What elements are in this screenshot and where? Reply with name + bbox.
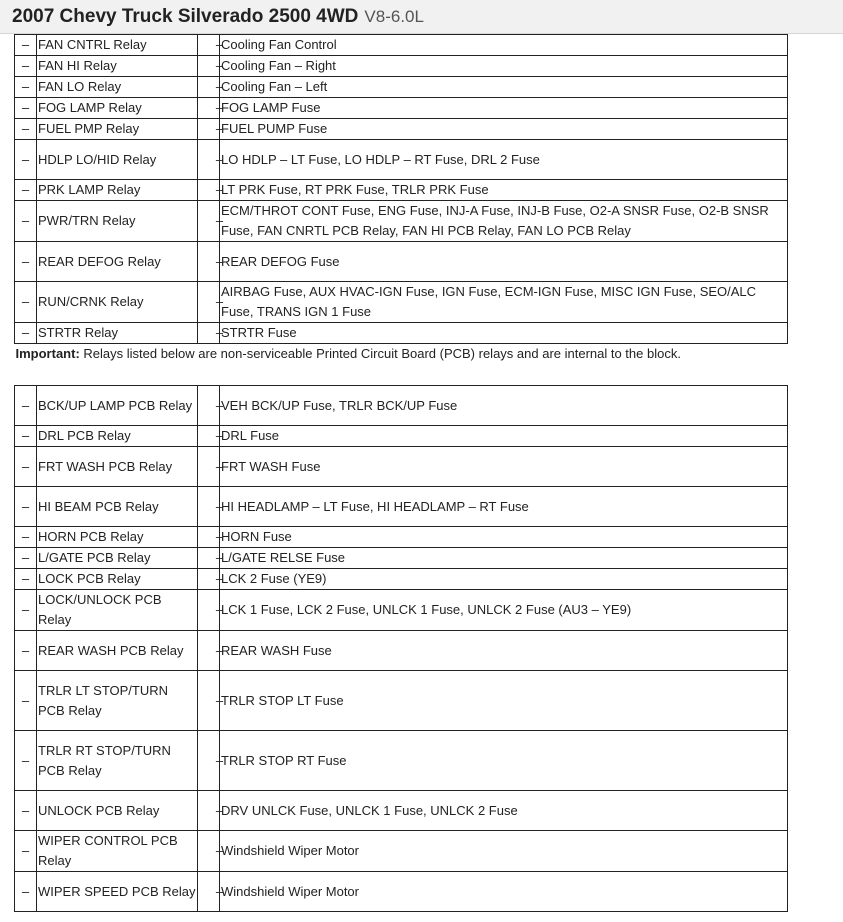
bullet-dash-cell: – xyxy=(15,731,37,791)
table-row xyxy=(15,386,788,426)
circuit-description-cell: HI HEADLAMP – LT Fuse, HI HEADLAMP – RT Fuse xyxy=(220,487,788,527)
table-row xyxy=(15,569,788,590)
relay-name-cell: WIPER CONTROL PCB Relay xyxy=(37,831,198,872)
circuit-description-cell: Windshield Wiper Motor xyxy=(220,831,788,872)
relay-name-cell: FUEL PMP Relay xyxy=(37,119,198,140)
circuit-description-cell: AIRBAG Fuse, AUX HVAC-IGN Fuse, IGN Fuse, ECM-IGN Fuse, MISC IGN Fuse, SEO/ALC Fuse, TRANS IGN 1 Fuse xyxy=(220,282,788,323)
bullet-dash-cell: – xyxy=(15,242,37,282)
relay-name-cell: WIPER SPEED PCB Relay xyxy=(37,872,198,912)
page-header xyxy=(0,0,843,34)
circuit-description-cell: STRTR Fuse xyxy=(220,323,788,344)
circuit-description-cell: DRV UNLCK Fuse, UNLCK 1 Fuse, UNLCK 2 Fuse xyxy=(220,791,788,831)
table-row xyxy=(15,631,788,671)
circuit-description-cell: FUEL PUMP Fuse xyxy=(220,119,788,140)
table-row xyxy=(15,242,788,282)
circuit-description-cell: TRLR STOP LT Fuse xyxy=(220,671,788,731)
relay-table-body xyxy=(15,35,788,912)
fuse-table-container xyxy=(14,34,784,912)
separator-dash: – xyxy=(215,58,224,73)
relay-name-cell: TRLR LT STOP/TURN PCB Relay xyxy=(37,671,198,731)
relay-name-cell: BCK/UP LAMP PCB Relay xyxy=(37,386,198,426)
separator-dash-cell xyxy=(198,590,224,631)
table-row xyxy=(15,56,788,77)
table-row xyxy=(15,731,788,791)
bullet-dash-cell: – xyxy=(15,323,37,344)
bullet-dash-cell: – xyxy=(15,140,37,180)
circuit-description-cell: Windshield Wiper Motor xyxy=(220,872,788,912)
circuit-description-cell: Cooling Fan – Left xyxy=(220,77,788,98)
relay-name-cell: FAN LO Relay xyxy=(37,77,198,98)
separator-dash: – xyxy=(215,121,224,136)
separator-dash: – xyxy=(215,529,224,544)
bullet-dash-cell: – xyxy=(15,872,37,912)
relay-name-cell: LOCK/UNLOCK PCB Relay xyxy=(37,590,198,631)
bullet-dash-cell: – xyxy=(15,201,37,242)
separator-dash-cell xyxy=(198,548,224,569)
table-row xyxy=(15,426,788,447)
bullet-dash-cell: – xyxy=(15,282,37,323)
separator-dash: – xyxy=(215,253,224,269)
relay-table xyxy=(14,34,788,912)
separator-dash-cell xyxy=(198,631,224,671)
bullet-dash-cell: – xyxy=(15,98,37,119)
separator-dash: – xyxy=(215,550,224,565)
relay-name-cell: REAR DEFOG Relay xyxy=(37,242,198,282)
separator-dash-cell xyxy=(198,527,224,548)
separator-dash: – xyxy=(215,428,224,443)
relay-name-cell: RUN/CRNK Relay xyxy=(37,282,198,323)
circuit-description-cell: LO HDLP – LT Fuse, LO HDLP – RT Fuse, DRL 2 Fuse xyxy=(220,140,788,180)
separator-dash: – xyxy=(215,294,224,309)
separator-dash-cell xyxy=(198,323,224,344)
circuit-description-cell: LCK 2 Fuse (YE9) xyxy=(220,569,788,590)
relay-name-cell: REAR WASH PCB Relay xyxy=(37,631,198,671)
separator-dash: – xyxy=(215,802,224,818)
vehicle-title: 2007 Chevy Truck Silverado 2500 4WD xyxy=(12,5,359,27)
circuit-description-cell: ECM/THROT CONT Fuse, ENG Fuse, INJ-A Fuse, INJ-B Fuse, O2-A SNSR Fuse, O2-B SNSR Fuse, FAN CNRTL PCB Relay, FAN HI PCB Relay, FAN LO PCB Relay xyxy=(220,201,788,242)
bullet-dash-cell: – xyxy=(15,35,37,56)
separator-dash-cell xyxy=(198,77,224,98)
relay-name-cell: L/GATE PCB Relay xyxy=(37,548,198,569)
separator-dash-cell xyxy=(198,447,224,487)
separator-dash-cell xyxy=(198,140,224,180)
relay-name-cell: PRK LAMP Relay xyxy=(37,180,198,201)
relay-name-cell: HI BEAM PCB Relay xyxy=(37,487,198,527)
relay-name-cell: STRTR Relay xyxy=(37,323,198,344)
bullet-dash-cell: – xyxy=(15,590,37,631)
relay-name-cell: TRLR RT STOP/TURN PCB Relay xyxy=(37,731,198,791)
separator-dash-cell xyxy=(198,386,224,426)
bullet-dash-cell: – xyxy=(15,548,37,569)
bullet-dash-cell: – xyxy=(15,631,37,671)
bullet-dash-cell: – xyxy=(15,527,37,548)
table-row xyxy=(15,282,788,323)
separator-dash-cell xyxy=(198,791,224,831)
separator-dash: – xyxy=(215,213,224,228)
separator-dash: – xyxy=(215,458,224,474)
separator-dash: – xyxy=(215,843,224,858)
table-row xyxy=(15,119,788,140)
important-note xyxy=(15,344,788,386)
relay-name-cell: DRL PCB Relay xyxy=(37,426,198,447)
bullet-dash-cell: – xyxy=(15,119,37,140)
table-row xyxy=(15,527,788,548)
separator-dash: – xyxy=(215,602,224,617)
table-row xyxy=(15,872,788,912)
circuit-description-cell: REAR DEFOG Fuse xyxy=(220,242,788,282)
bullet-dash-cell: – xyxy=(15,77,37,98)
bullet-dash-cell: – xyxy=(15,447,37,487)
separator-dash-cell xyxy=(198,98,224,119)
separator-dash-cell xyxy=(198,872,224,912)
circuit-description-cell: TRLR STOP RT Fuse xyxy=(220,731,788,791)
table-row xyxy=(15,77,788,98)
relay-name-cell: LOCK PCB Relay xyxy=(37,569,198,590)
circuit-description-cell: REAR WASH Fuse xyxy=(220,631,788,671)
separator-dash: – xyxy=(215,397,224,413)
separator-dash: – xyxy=(215,692,224,708)
separator-dash: – xyxy=(215,642,224,658)
separator-dash: – xyxy=(215,182,224,197)
separator-dash-cell xyxy=(198,731,224,791)
circuit-description-cell: LCK 1 Fuse, LCK 2 Fuse, UNLCK 1 Fuse, UNLCK 2 Fuse (AU3 – YE9) xyxy=(220,590,788,631)
relay-name-cell: UNLOCK PCB Relay xyxy=(37,791,198,831)
separator-dash-cell xyxy=(198,671,224,731)
separator-dash-cell xyxy=(198,831,224,872)
separator-dash-cell xyxy=(198,569,224,590)
separator-dash: – xyxy=(215,498,224,514)
table-row xyxy=(15,140,788,180)
bullet-dash-cell: – xyxy=(15,487,37,527)
separator-dash: – xyxy=(215,325,224,340)
circuit-description-cell: FOG LAMP Fuse xyxy=(220,98,788,119)
separator-dash: – xyxy=(215,571,224,586)
table-row xyxy=(15,180,788,201)
bullet-dash-cell: – xyxy=(15,791,37,831)
table-row xyxy=(15,35,788,56)
separator-dash-cell xyxy=(198,426,224,447)
table-row xyxy=(15,791,788,831)
relay-name-cell: FOG LAMP Relay xyxy=(37,98,198,119)
circuit-description-cell: VEH BCK/UP Fuse, TRLR BCK/UP Fuse xyxy=(220,386,788,426)
circuit-description-cell: DRL Fuse xyxy=(220,426,788,447)
table-row xyxy=(15,548,788,569)
bullet-dash-cell: – xyxy=(15,569,37,590)
table-row xyxy=(15,831,788,872)
separator-dash-cell xyxy=(198,56,224,77)
circuit-description-cell: LT PRK Fuse, RT PRK Fuse, TRLR PRK Fuse xyxy=(220,180,788,201)
separator-dash-cell xyxy=(198,282,224,323)
separator-dash: – xyxy=(215,151,224,167)
important-note-row xyxy=(15,344,788,386)
relay-name-cell: FRT WASH PCB Relay xyxy=(37,447,198,487)
separator-dash: – xyxy=(215,79,224,94)
bullet-dash-cell: – xyxy=(15,671,37,731)
relay-name-cell: HORN PCB Relay xyxy=(37,527,198,548)
important-label: Important: xyxy=(15,346,80,361)
relay-name-cell: FAN CNTRL Relay xyxy=(37,35,198,56)
circuit-description-cell: L/GATE RELSE Fuse xyxy=(220,548,788,569)
circuit-description-cell: Cooling Fan – Right xyxy=(220,56,788,77)
separator-dash: – xyxy=(215,752,224,768)
table-row xyxy=(15,447,788,487)
separator-dash: – xyxy=(215,37,224,52)
relay-name-cell: HDLP LO/HID Relay xyxy=(37,140,198,180)
table-row xyxy=(15,487,788,527)
table-row xyxy=(15,590,788,631)
bullet-dash-cell: – xyxy=(15,386,37,426)
important-text: Relays listed below are non-serviceable Printed Circuit Board (PCB) relays and are internal to the block. xyxy=(79,346,681,361)
circuit-description-cell: HORN Fuse xyxy=(220,527,788,548)
engine-label: V8-6.0L xyxy=(364,6,424,26)
relay-name-cell: PWR/TRN Relay xyxy=(37,201,198,242)
circuit-description-cell: Cooling Fan Control xyxy=(220,35,788,56)
bullet-dash-cell: – xyxy=(15,56,37,77)
separator-dash-cell xyxy=(198,180,224,201)
separator-dash: – xyxy=(215,100,224,115)
separator-dash-cell xyxy=(198,201,224,242)
circuit-description-cell: FRT WASH Fuse xyxy=(220,447,788,487)
relay-name-cell: FAN HI Relay xyxy=(37,56,198,77)
table-row xyxy=(15,323,788,344)
separator-dash-cell xyxy=(198,119,224,140)
table-row xyxy=(15,671,788,731)
bullet-dash-cell: – xyxy=(15,426,37,447)
separator-dash-cell xyxy=(198,35,224,56)
separator-dash: – xyxy=(215,883,224,899)
table-row xyxy=(15,98,788,119)
separator-dash-cell xyxy=(198,487,224,527)
bullet-dash-cell: – xyxy=(15,831,37,872)
separator-dash-cell xyxy=(198,242,224,282)
bullet-dash-cell: – xyxy=(15,180,37,201)
table-row xyxy=(15,201,788,242)
